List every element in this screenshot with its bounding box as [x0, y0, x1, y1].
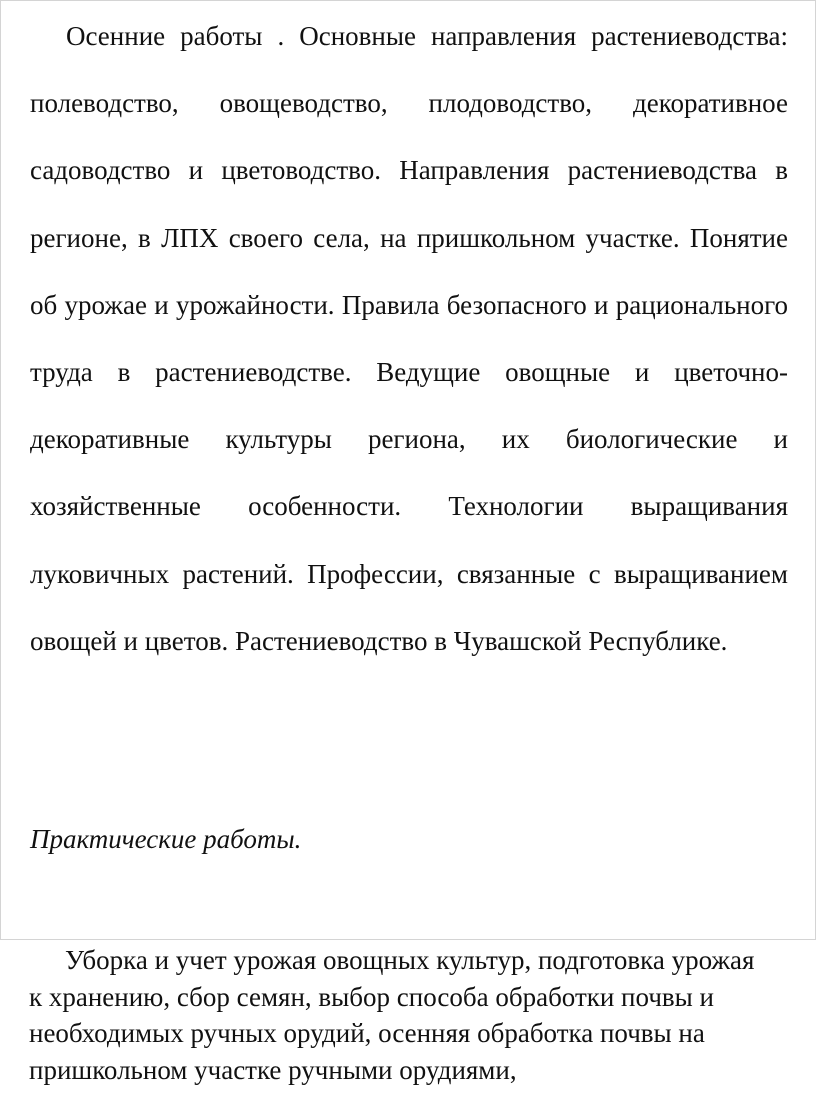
section-body-text: Осенние работы . Основные направления растениеводства: полеводство, овощеводство, плодоводство, декоративное садоводство и цветоводство. Направления растениеводства в регионе, в ЛПХ своего села, на пришкольном участке. Понятие об урожае и урожайности. Правила безопасного и рационального труда в растениеводстве. Ведущие овощные и цветочно-декоративные культуры региона, их биологические и хозяйственные особенности. Технологии выращивания луковичных растений. Профессии, связанные с выращиванием овощей и цветов. Растениеводство в Чувашской Республике. — [30, 21, 788, 656]
practical-works-heading: Практические работы. — [30, 824, 302, 854]
practical-works-text: Уборка и учет урожая овощных культур, подготовка урожая к хранению, сбор семян, выбор способа обработки почвы и необходимых ручных орудий, осенняя обработка почвы на пришкольном участке ручными орудиями, — [29, 945, 755, 1085]
document-page-2 — [0, 942, 816, 1100]
